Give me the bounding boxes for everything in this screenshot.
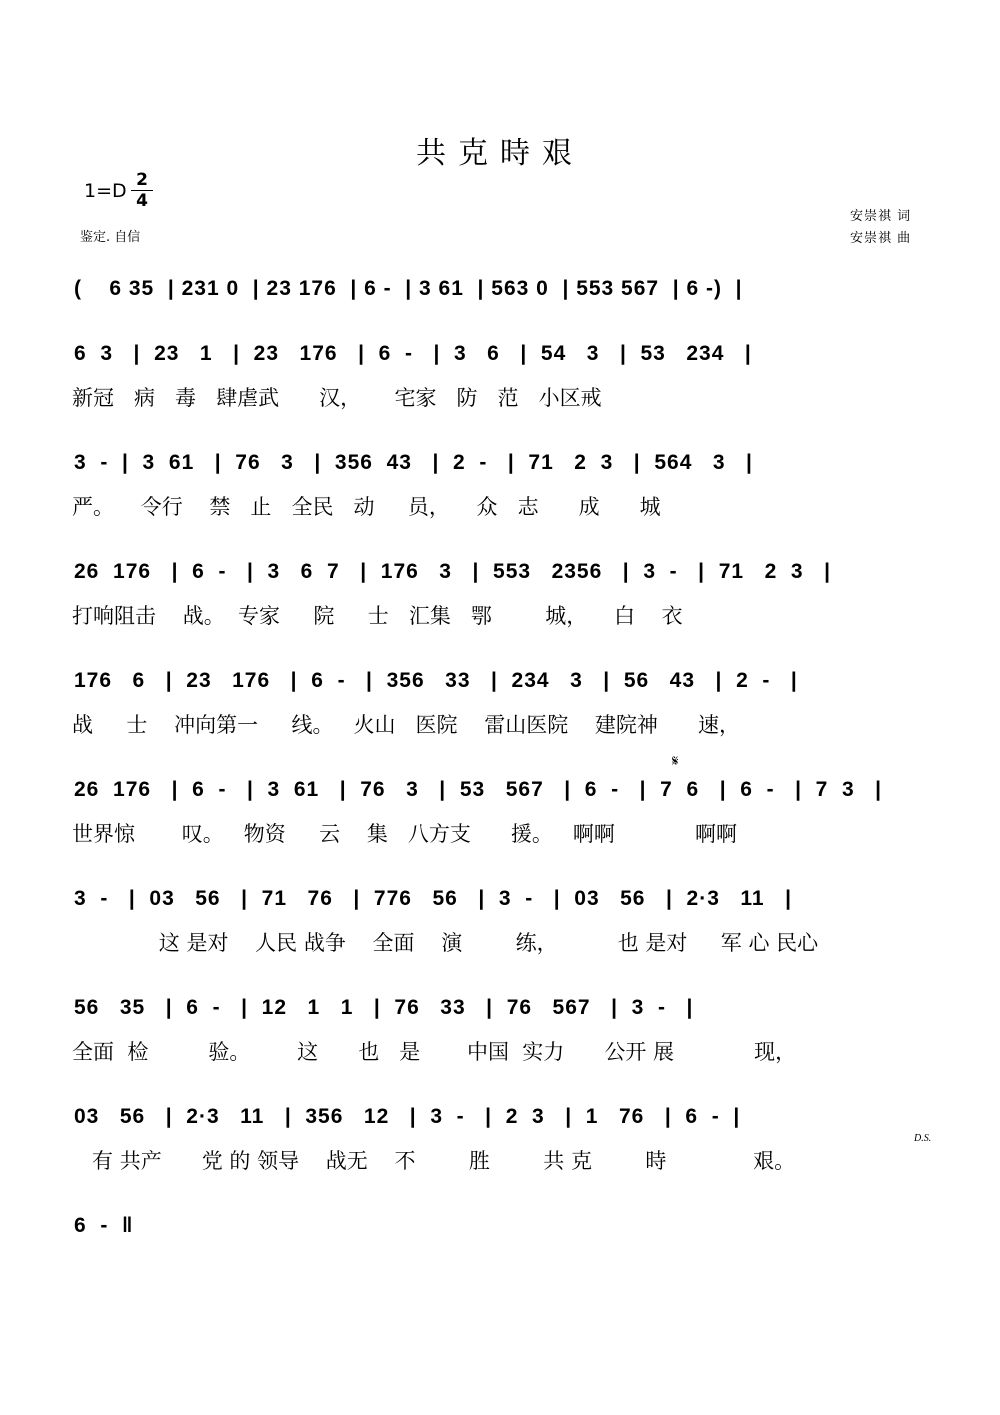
time-signature-top: 2 <box>131 170 153 191</box>
segno-sign: 𝄋 <box>672 752 679 770</box>
lyric-line-4: 战 士 冲向第一 线。 火山 医院 雷山医院 建院神 速， <box>72 713 740 737</box>
composer-credit: 安崇祺 曲 <box>850 231 912 246</box>
lyric-line-6: 这 是对 人民 战争 全面 演 练， 也 是对 军 心 民心 <box>72 931 819 955</box>
score-row-10: 6 - ‖ <box>74 1214 134 1237</box>
lyric-line-1: 新冠 病 毒 肆虐武 汉， 宅家 防 范 小区戒 <box>72 386 602 410</box>
lyric-line-5: 世界惊 叹。 物资 云 集 八方支 援。 啊啊 啊啊 <box>72 822 738 846</box>
lyric-line-8: 有 共产 党 的 领导 战无 不 胜 共 克 時 艰。 <box>72 1149 796 1173</box>
time-signature-bottom: 4 <box>136 191 148 211</box>
score-row-2: 6 3 | 23 1 | 23 176 | 6 - | 3 6 | 54 3 | 53 234 | <box>74 342 752 365</box>
score-row-3: 3 - | 3 61 | 76 3 | 356 43 | 2 - | 71 2 3 | 564 3 | <box>74 451 753 474</box>
score-row-9: 03 56 | 2·3 11 | 356 12 | 3 - | 2 3 | 1 76 | 6 - | <box>74 1105 741 1128</box>
lyric-line-7: 全面 检 验。 这 也 是 中国 实力 公开 展 现， <box>72 1040 797 1064</box>
lyric-line-2: 严。 令行 禁 止 全民 动 员， 众 志 成 城 <box>72 495 661 519</box>
time-signature <box>131 170 153 211</box>
key-signature: 1=D <box>84 180 127 202</box>
ds-marking: D.S. <box>914 1133 932 1144</box>
appraisal-note: 鉴定. 自信 <box>80 230 141 245</box>
lyric-line-3: 打响阻击 战。 专家 院 士 汇集 鄂 城， 白 衣 <box>72 604 683 628</box>
score-row-8: 56 35 | 6 - | 12 1 1 | 76 33 | 76 567 | 3 - | <box>74 996 694 1019</box>
lyricist-credit: 安崇祺 词 <box>850 209 912 224</box>
song-title: 共克時艰 <box>416 136 584 171</box>
score-row-5: 176 6 | 23 176 | 6 - | 356 33 | 234 3 | 56 43 | 2 - | <box>74 669 798 692</box>
score-row-7: 3 - | 03 56 | 71 76 | 776 56 | 3 - | 03 56 | 2·3 11 | <box>74 887 792 910</box>
score-row-6: 26 176 | 6 - | 3 61 | 76 3 | 53 567 | 6 - | 7 6 | 6 - | 7 3 | <box>74 778 883 801</box>
score-row-1: ( 6 35 | 231 0 | 23 176 | 6 - | 3 61 | 563 0 | 553 567 | 6 -) | <box>74 277 743 300</box>
score-row-4: 26 176 | 6 - | 3 6 7 | 176 3 | 553 2356 | 3 - | 71 2 3 | <box>74 560 831 583</box>
